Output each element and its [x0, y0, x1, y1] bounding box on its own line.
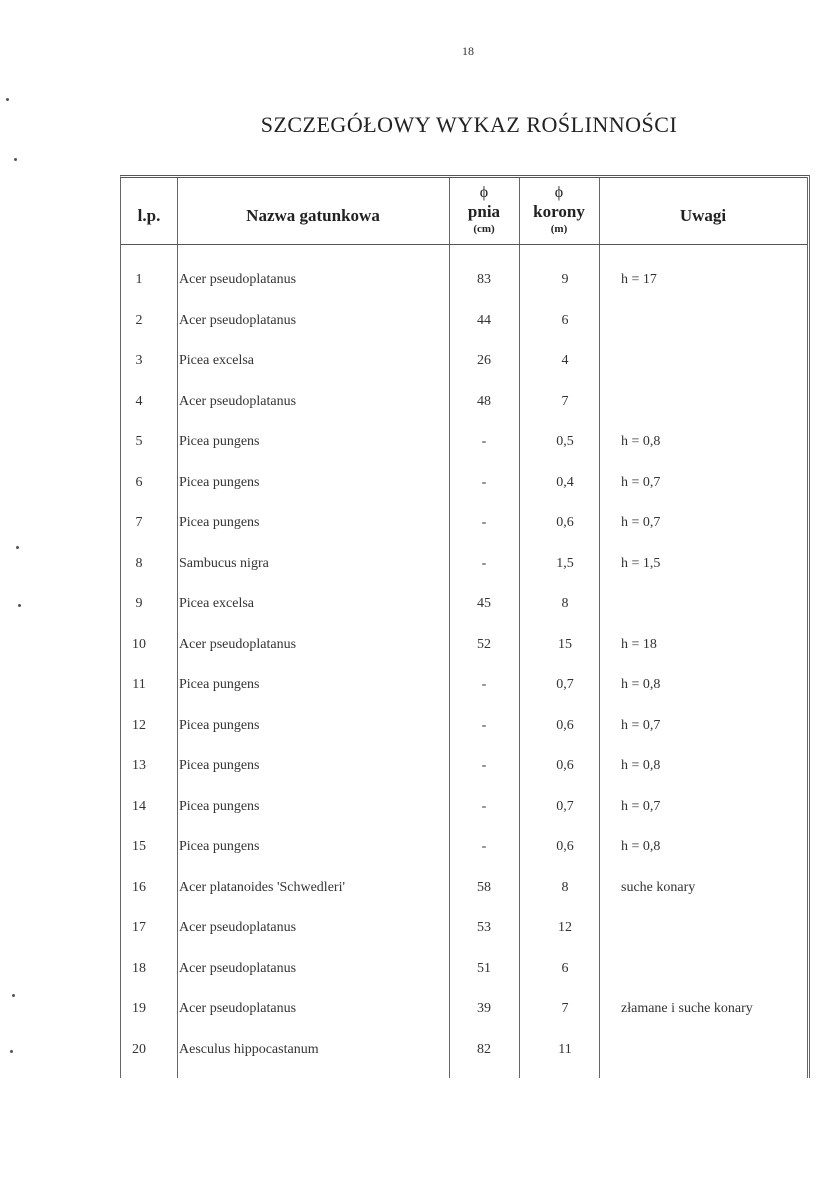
- cell-lp: 13: [132, 758, 146, 773]
- cell-remarks: złamane i suche konary: [621, 1001, 753, 1016]
- header-pnia-label: pnia: [467, 202, 501, 221]
- header-korony-unit: (m): [550, 223, 568, 235]
- table-row: [121, 475, 807, 495]
- cell-species: Acer pseudoplatanus: [179, 636, 297, 652]
- cell-species: Acer pseudoplatanus: [179, 960, 297, 976]
- cell-crown-diameter: 0,5: [556, 434, 574, 449]
- cell-trunk-diameter: -: [481, 758, 487, 773]
- scan-speck: [10, 1050, 13, 1053]
- cell-lp: 1: [135, 272, 143, 287]
- cell-lp: 17: [132, 920, 146, 935]
- cell-lp: 19: [132, 1001, 146, 1016]
- header-name-label: Nazwa gatunkowa: [246, 206, 380, 225]
- cell-crown-diameter: 0,7: [556, 798, 574, 814]
- cell-trunk-diameter: -: [481, 798, 487, 814]
- cell-lp: 10: [132, 636, 146, 652]
- cell-trunk-diameter: 53: [477, 920, 491, 935]
- cell-remarks: h = 0,7: [621, 798, 661, 814]
- cell-species: Picea pungens: [179, 717, 260, 733]
- header-uwagi: [599, 178, 807, 244]
- cell-crown-diameter: 6: [561, 960, 569, 976]
- cell-crown-diameter: 7: [561, 393, 569, 409]
- table-row: [121, 677, 807, 697]
- cell-remarks: h = 0,8: [621, 677, 661, 692]
- table-row: [121, 596, 807, 616]
- cell-species: Acer platanoides 'Schwedleri': [179, 879, 345, 895]
- cell-lp: 15: [132, 839, 146, 854]
- cell-species: Picea pungens: [179, 434, 260, 449]
- header-korony: [519, 178, 599, 244]
- cell-trunk-diameter: 26: [477, 353, 491, 368]
- cell-crown-diameter: 0,6: [556, 758, 574, 773]
- header-korony-label: korony: [533, 202, 585, 221]
- scan-speck: [18, 604, 21, 607]
- cell-lp: 20: [132, 1041, 146, 1057]
- cell-trunk-diameter: -: [481, 717, 487, 733]
- cell-crown-diameter: 0,6: [556, 717, 574, 733]
- cell-species: Acer pseudoplatanus: [179, 393, 297, 409]
- cell-remarks: h = 0,8: [621, 758, 661, 773]
- cell-lp: 8: [135, 555, 143, 571]
- cell-trunk-diameter: -: [481, 434, 487, 449]
- table-row: [121, 758, 807, 778]
- table-row: [121, 434, 807, 454]
- header-separator: [121, 244, 807, 245]
- cell-crown-diameter: 8: [561, 596, 569, 611]
- table-row: [121, 515, 807, 535]
- cell-species: Acer pseudoplatanus: [179, 312, 297, 328]
- cell-trunk-diameter: 82: [477, 1041, 491, 1057]
- cell-lp: 11: [132, 677, 146, 692]
- table-row: [121, 394, 807, 414]
- cell-lp: 9: [135, 596, 143, 611]
- cell-remarks: h = 17: [621, 272, 657, 287]
- cell-lp: 4: [135, 393, 143, 409]
- cell-trunk-diameter: -: [481, 515, 487, 530]
- scan-speck: [6, 98, 9, 101]
- cell-remarks: suche konary: [621, 879, 696, 895]
- table-row: [121, 313, 807, 333]
- scan-speck: [14, 158, 17, 161]
- cell-crown-diameter: 8: [561, 879, 569, 895]
- cell-crown-diameter: 0,6: [556, 839, 574, 854]
- header-pnia: [449, 178, 519, 244]
- cell-lp: 16: [132, 879, 146, 895]
- cell-lp: 2: [135, 312, 143, 328]
- table-row: [121, 1042, 807, 1062]
- page-number: 18: [462, 44, 474, 58]
- cell-crown-diameter: 0,4: [556, 474, 574, 490]
- cell-lp: 3: [135, 353, 143, 368]
- cell-remarks: h = 0,7: [621, 474, 661, 490]
- cell-remarks: h = 0,7: [621, 515, 661, 530]
- cell-species: Picea pungens: [179, 798, 260, 814]
- table-row: [121, 880, 807, 900]
- cell-remarks: h = 18: [621, 636, 657, 652]
- table-row: [121, 961, 807, 981]
- cell-species: Picea pungens: [179, 474, 260, 490]
- diameter-symbol: ϕ: [554, 184, 564, 201]
- cell-trunk-diameter: 39: [477, 1001, 491, 1016]
- cell-crown-diameter: 12: [558, 920, 572, 935]
- cell-remarks: h = 0,8: [621, 434, 661, 449]
- scan-speck: [12, 994, 15, 997]
- cell-trunk-diameter: -: [481, 677, 487, 692]
- table-row: [121, 272, 807, 292]
- cell-lp: 12: [132, 717, 146, 733]
- cell-lp: 18: [132, 960, 146, 976]
- cell-species: Aesculus hippocastanum: [179, 1041, 319, 1057]
- cell-trunk-diameter: -: [481, 474, 487, 490]
- header-uwagi-label: Uwagi: [679, 206, 727, 225]
- header-pnia-unit: (cm): [473, 223, 495, 235]
- cell-trunk-diameter: 83: [477, 272, 491, 287]
- table-row: [121, 1001, 807, 1021]
- table-row: [121, 718, 807, 738]
- cell-remarks: h = 1,5: [621, 555, 661, 571]
- cell-crown-diameter: 6: [561, 312, 569, 328]
- cell-trunk-diameter: -: [481, 839, 487, 854]
- page-title: SZCZEGÓŁOWY WYKAZ ROŚLINNOŚCI: [260, 112, 678, 137]
- cell-trunk-diameter: 45: [477, 596, 491, 611]
- cell-species: Picea excelsa: [179, 353, 255, 368]
- header-lp-label: l.p.: [137, 206, 161, 225]
- table-row: [121, 556, 807, 576]
- cell-crown-diameter: 4: [561, 353, 569, 368]
- cell-crown-diameter: 9: [561, 272, 569, 287]
- cell-crown-diameter: 0,6: [556, 515, 574, 530]
- cell-lp: 14: [132, 798, 146, 814]
- scan-speck: [16, 546, 19, 549]
- cell-trunk-diameter: 58: [477, 879, 491, 895]
- cell-trunk-diameter: 52: [477, 636, 491, 652]
- table-row: [121, 799, 807, 819]
- cell-species: Picea pungens: [179, 839, 260, 854]
- cell-crown-diameter: 15: [558, 636, 572, 652]
- table-row: [121, 920, 807, 940]
- diameter-symbol: ϕ: [479, 184, 489, 201]
- cell-species: Picea excelsa: [179, 596, 255, 611]
- cell-crown-diameter: 1,5: [556, 555, 574, 571]
- cell-remarks: h = 0,8: [621, 839, 661, 854]
- cell-remarks: h = 0,7: [621, 717, 661, 733]
- cell-crown-diameter: 11: [558, 1041, 572, 1057]
- cell-species: Sambucus nigra: [179, 555, 269, 571]
- header-lp: [121, 178, 177, 244]
- cell-crown-diameter: 7: [561, 1001, 569, 1016]
- header-name: [177, 178, 449, 244]
- vegetation-table: [120, 175, 810, 1078]
- cell-species: Acer pseudoplatanus: [179, 1001, 297, 1016]
- cell-species: Picea pungens: [179, 758, 260, 773]
- cell-species: Acer pseudoplatanus: [179, 920, 297, 935]
- table-row: [121, 353, 807, 373]
- cell-trunk-diameter: -: [481, 555, 487, 571]
- cell-trunk-diameter: 51: [477, 960, 491, 976]
- cell-lp: 5: [135, 434, 143, 449]
- cell-species: Picea pungens: [179, 515, 260, 530]
- cell-trunk-diameter: 48: [477, 393, 491, 409]
- cell-lp: 7: [135, 515, 143, 530]
- cell-crown-diameter: 0,7: [556, 677, 574, 692]
- cell-species: Acer pseudoplatanus: [179, 272, 297, 287]
- table-row: [121, 839, 807, 859]
- cell-trunk-diameter: 44: [477, 312, 491, 328]
- cell-lp: 6: [135, 474, 143, 490]
- cell-species: Picea pungens: [179, 677, 260, 692]
- table-row: [121, 637, 807, 657]
